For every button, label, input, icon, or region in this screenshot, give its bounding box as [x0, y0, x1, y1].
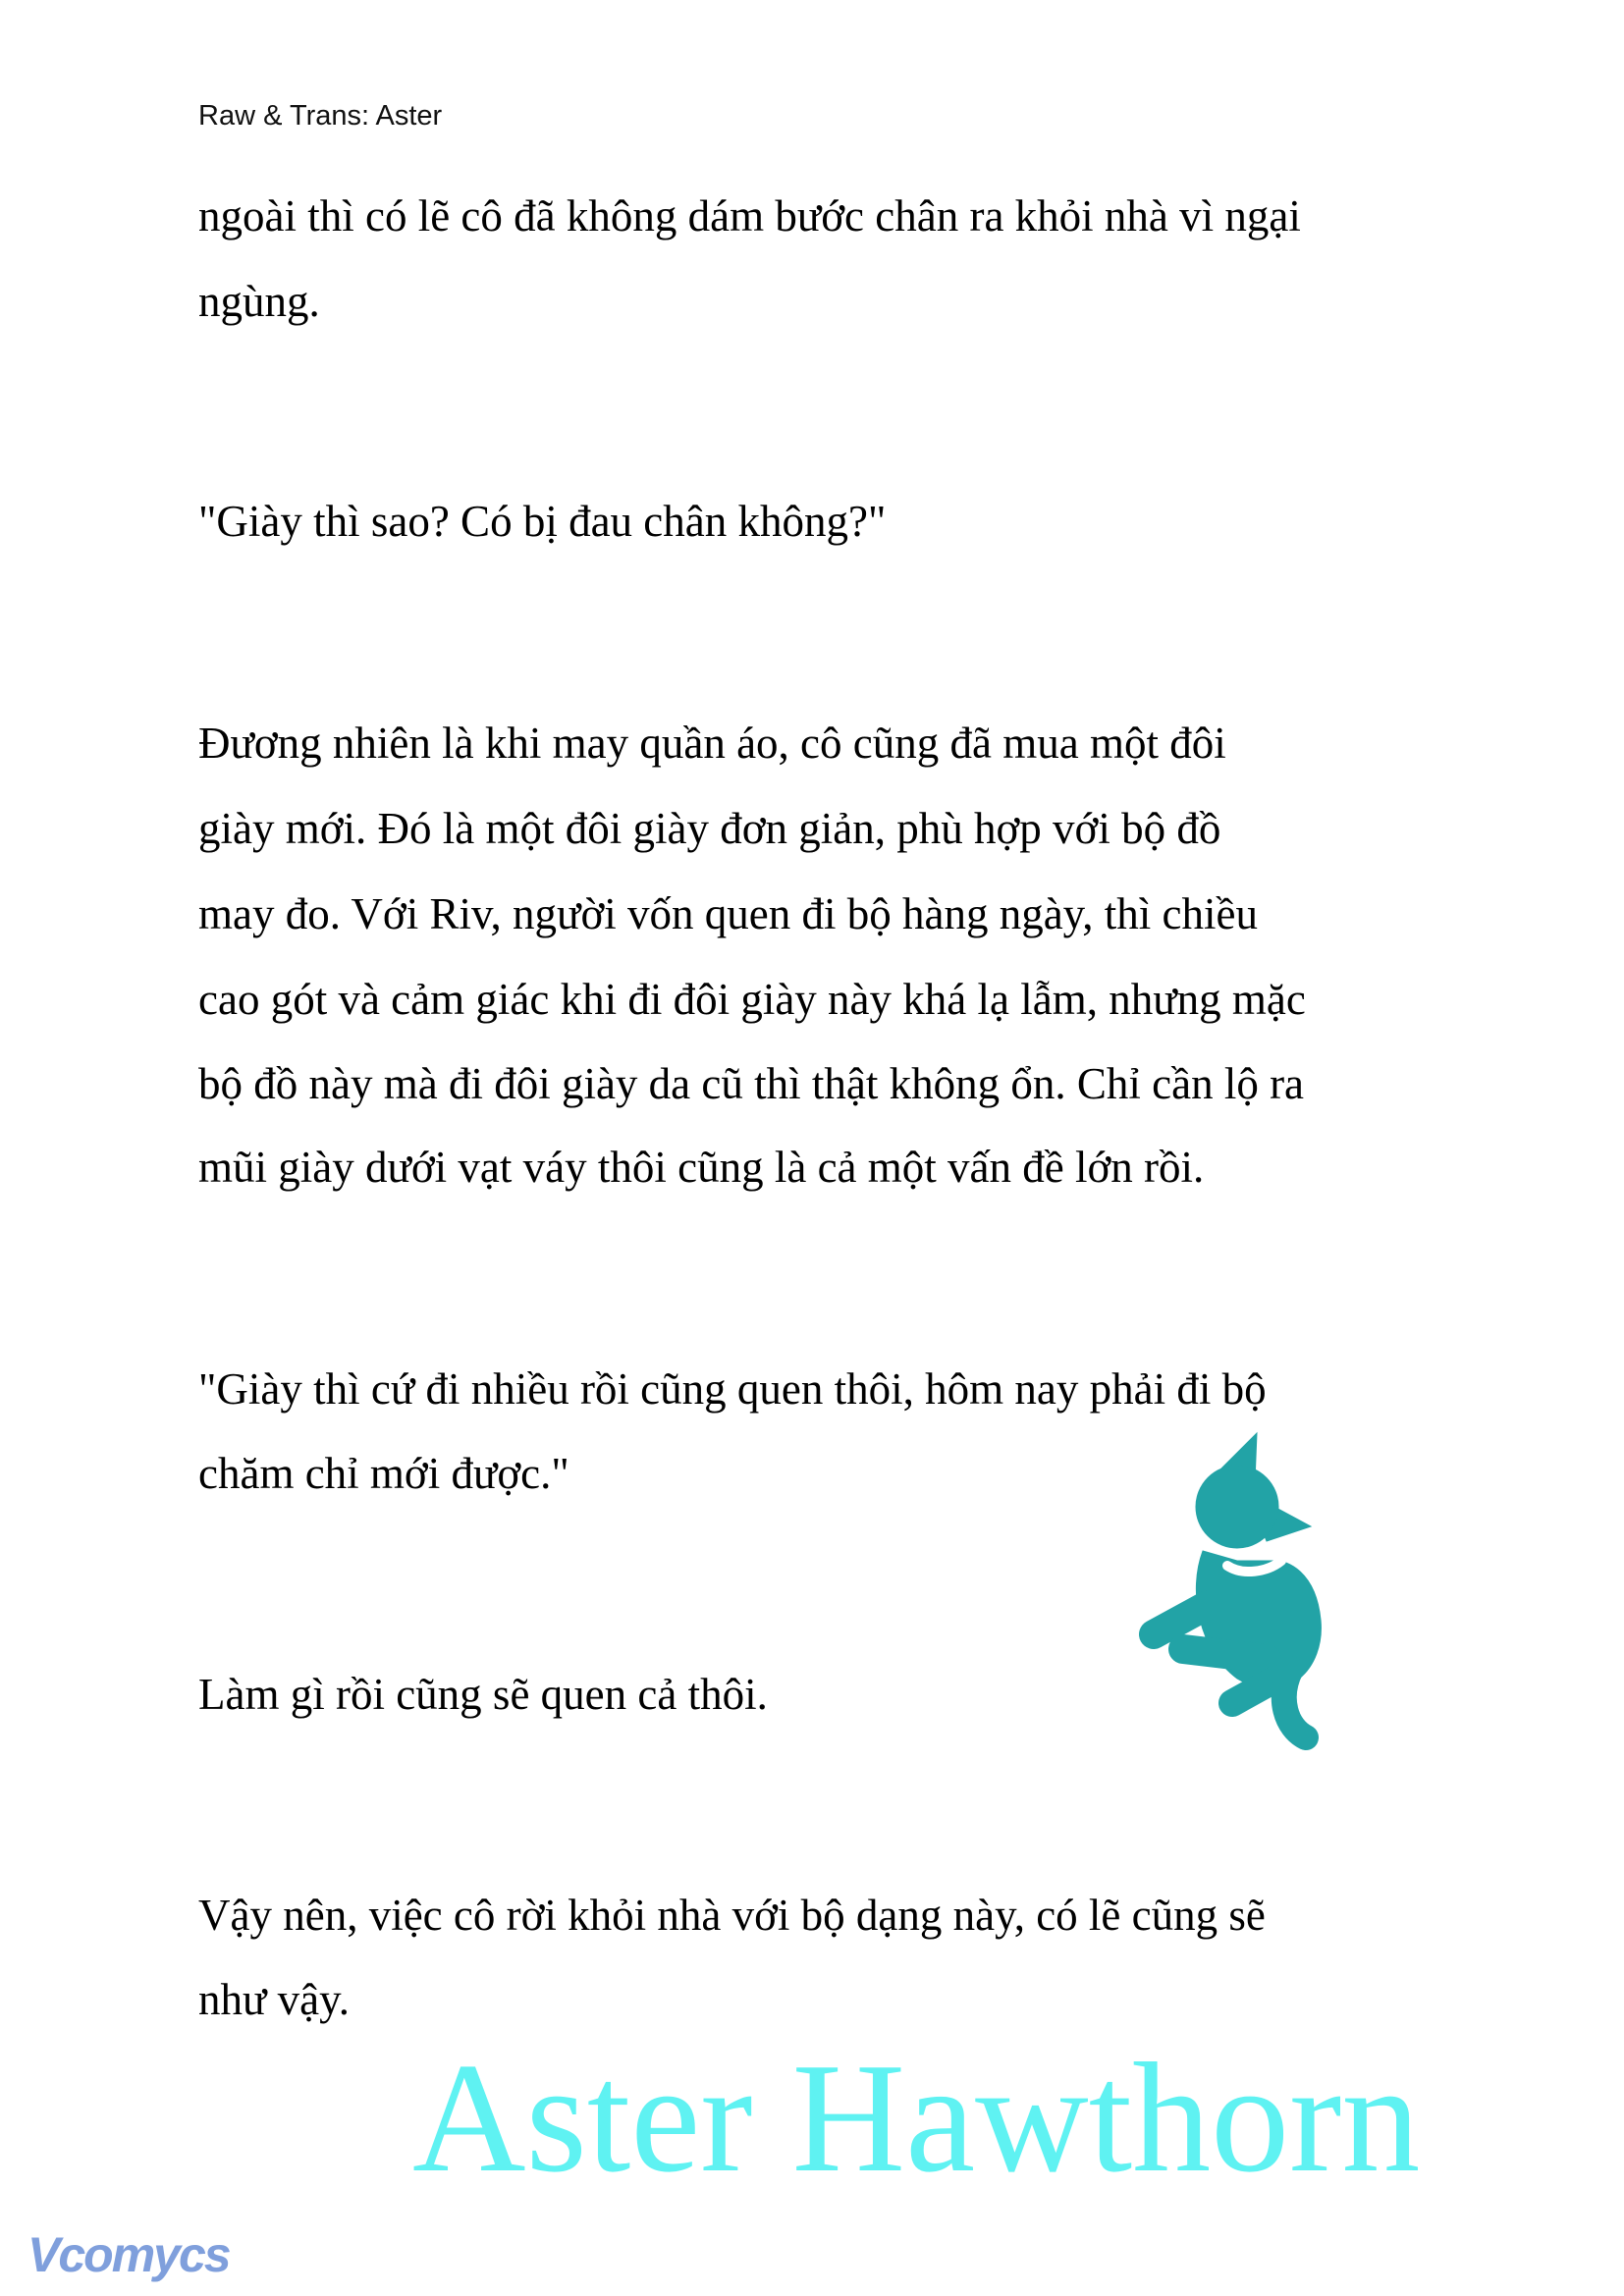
text-line: như vậy. [198, 1975, 350, 2024]
text-line: giày mới. Đó là một đôi giày đơn giản, phù hợp với bộ đồ [198, 804, 1221, 853]
text-line: "Giày thì sao? Có bị đau chân không?" [198, 497, 887, 546]
text-line: bộ đồ này mà đi đôi giày da cũ thì thật không ổn. Chỉ cần lộ ra [198, 1059, 1305, 1108]
text-line: ngoài thì có lẽ cô đã không dám bước chân ra khỏi nhà vì ngại [198, 191, 1301, 240]
text-line: Đương nhiên là khi may quần áo, cô cũng đã mua một đôi [198, 719, 1226, 768]
text-line: may đo. Với Riv, người vốn quen đi bộ hàng ngày, thì chiều [198, 889, 1258, 938]
svg-text:Vcomycs: Vcomycs [27, 2227, 230, 2282]
text-line: mũi giày dưới vạt váy thôi cũng là cả một vấn đề lớn rồi. [198, 1143, 1205, 1192]
cat-icon [1119, 1423, 1355, 1757]
vcomycs-logo [20, 2220, 255, 2289]
text-line: "Giày thì cứ đi nhiều rồi cũng quen thôi, hôm nay phải đi bộ [198, 1364, 1267, 1414]
watermark-text: Aster Hawthorn [412, 2030, 1421, 2205]
text-line: ngùng. [198, 277, 320, 326]
text-line: Vậy nên, việc cô rời khỏi nhà với bộ dạng này, có lẽ cũng sẽ [198, 1891, 1266, 1940]
text-line: Làm gì rồi cũng sẽ quen cả thôi. [198, 1670, 768, 1719]
page-header: Raw & Trans: Aster [198, 100, 443, 132]
text-line: cao gót và cảm giác khi đi đôi giày này khá lạ lẫm, nhưng mặc [198, 975, 1306, 1024]
text-line: chăm chỉ mới được." [198, 1449, 569, 1498]
